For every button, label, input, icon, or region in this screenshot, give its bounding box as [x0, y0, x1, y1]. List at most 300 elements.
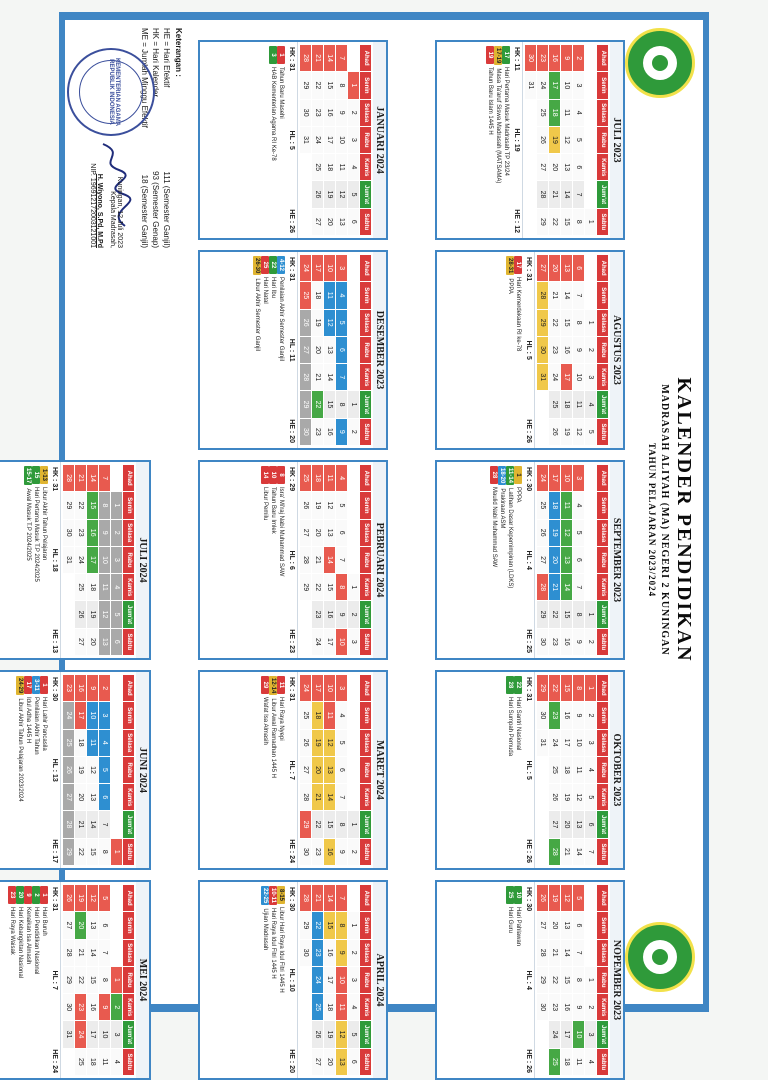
day-cell: 8: [573, 601, 584, 627]
day-cell: 27: [300, 757, 311, 783]
day-cell: 13: [561, 912, 572, 938]
weekday-header: Jum'at: [597, 391, 608, 417]
day-cell: 31: [525, 72, 536, 98]
count-hl: HL : 6: [288, 550, 295, 570]
day-cell: 25: [549, 757, 560, 783]
day-cell: 26: [75, 601, 86, 627]
day-cell: 12: [561, 885, 572, 911]
day-cell: 9: [99, 520, 110, 546]
day-cell: 15: [561, 209, 572, 235]
event-item: [32, 886, 40, 1074]
day-cell: [537, 1049, 548, 1075]
day-cell: 19: [324, 1021, 335, 1047]
day-cell: 13: [561, 154, 572, 180]
calendar-sheet: [9, 12, 709, 1073]
day-cell: 7: [573, 940, 584, 966]
day-cell: 21: [549, 181, 560, 207]
month-panel: [435, 40, 625, 240]
day-cell: 22: [312, 391, 323, 417]
day-cell: 31: [537, 364, 548, 390]
day-cell: 29: [537, 310, 548, 336]
weekday-header: Senin: [360, 702, 371, 728]
day-cell: 14: [561, 181, 572, 207]
weekday-header: Senin: [597, 72, 608, 98]
month-panel: [198, 40, 388, 240]
day-cell: 27: [300, 337, 311, 363]
day-cell: 16: [324, 601, 335, 627]
weekday-header: Sabtu: [597, 839, 608, 865]
day-cell: [300, 181, 311, 207]
weekday-header: Rabu: [360, 547, 371, 573]
day-cell: [63, 1049, 74, 1075]
event-date-tag: 3: [269, 46, 277, 64]
day-cell: [348, 520, 359, 546]
day-cell: 18: [87, 1049, 98, 1075]
event-item: [24, 886, 32, 1074]
day-cell: 18: [561, 757, 572, 783]
day-cell: 4: [585, 757, 596, 783]
day-cell: 11: [99, 574, 110, 600]
day-cell: 5: [99, 757, 110, 783]
weekday-header: Sabtu: [123, 1049, 134, 1075]
day-cell: 20: [75, 784, 86, 810]
day-cell: 14: [324, 364, 335, 390]
legend-value: 93 (Semester Genap): [151, 171, 160, 248]
day-cell: 5: [336, 310, 347, 336]
day-cell: 21: [549, 282, 560, 308]
event-text: Libur Akhir Semester Ganjil: [254, 278, 260, 352]
day-cell: 1: [111, 967, 122, 993]
day-cell: 28: [300, 547, 311, 573]
weekday-header: Selasa: [597, 100, 608, 126]
event-date-tag: 11: [277, 676, 285, 694]
event-text: Masa Ta'aruf Siswa Madrasah (MATSAMA): [495, 68, 501, 184]
day-cell: 10: [336, 127, 347, 153]
event-date-tag: 15: [32, 466, 40, 484]
day-cell: 17: [324, 629, 335, 655]
day-cell: 20: [549, 154, 560, 180]
weekday-header: Jum'at: [360, 391, 371, 417]
day-cell: [585, 255, 596, 281]
count-he: HE : 26: [525, 839, 532, 863]
day-cell: 2: [348, 940, 359, 966]
day-cell: 20: [312, 337, 323, 363]
day-cell: [348, 282, 359, 308]
day-cell: 10: [573, 730, 584, 756]
event-text: Hari Lahir Pancasila: [41, 697, 47, 751]
day-cell: 18: [312, 465, 323, 491]
day-cell: 6: [573, 154, 584, 180]
day-cell: 11: [324, 465, 335, 491]
event-date-tag: 1: [40, 676, 48, 694]
day-cell: 8: [336, 391, 347, 417]
day-cell: 26: [537, 885, 548, 911]
event-date-tag: 1: [277, 46, 285, 64]
count-hl: HL : 11: [288, 338, 295, 362]
day-cell: [63, 629, 74, 655]
day-cell: 29: [537, 601, 548, 627]
calendar-title: KALENDER PENDIDIKAN: [673, 377, 695, 663]
event-date-tag: 19: [486, 46, 494, 64]
day-cell: 11: [99, 1049, 110, 1075]
day-cell: 14: [561, 940, 572, 966]
day-cell: 21: [75, 811, 86, 837]
day-cell: [585, 547, 596, 573]
month-title: OKTOBER 2023: [610, 672, 623, 868]
day-cell: 20: [312, 757, 323, 783]
weekday-header: Ahad: [597, 465, 608, 491]
event-item: [506, 676, 514, 864]
weekday-header: Rabu: [597, 757, 608, 783]
day-cell: 6: [585, 811, 596, 837]
day-cell: 2: [348, 100, 359, 126]
day-cell: 6: [348, 1049, 359, 1075]
day-cell: [525, 154, 536, 180]
event-text: Tahun Baru Islam 1445 H: [487, 67, 493, 135]
month-counts: [511, 42, 523, 238]
weekday-header: Ahad: [360, 885, 371, 911]
day-cell: [585, 520, 596, 546]
day-cell: [525, 100, 536, 126]
day-cell: 18: [324, 994, 335, 1020]
day-cell: 10: [573, 364, 584, 390]
day-cell: 10: [87, 702, 98, 728]
day-cell: [111, 730, 122, 756]
event-text: Hari Ibu: [270, 277, 276, 299]
weekday-header: Jum'at: [597, 601, 608, 627]
day-cell: 17: [312, 675, 323, 701]
day-cell: 20: [324, 1049, 335, 1075]
weekday-header: Rabu: [360, 127, 371, 153]
count-hk: HK : 31: [288, 47, 295, 72]
day-cell: 24: [312, 967, 323, 993]
month-counts: [286, 882, 298, 1078]
legend-row: [150, 28, 161, 248]
day-cell: [63, 574, 74, 600]
day-cell: 26: [549, 784, 560, 810]
weekday-header: Sabtu: [123, 839, 134, 865]
day-cell: 18: [87, 574, 98, 600]
day-cell: 29: [300, 391, 311, 417]
event-date-tag: 17: [514, 256, 522, 274]
count-hl: HL : 19: [513, 128, 520, 152]
month-day-grid: [537, 672, 610, 868]
madrasah-logo-right: [625, 922, 695, 992]
month-panel: [198, 670, 388, 870]
event-date-tag: 9: [24, 886, 32, 904]
day-cell: 11: [573, 757, 584, 783]
day-cell: 9: [87, 675, 98, 701]
event-date-tag: 10: [269, 466, 277, 484]
day-cell: 11: [561, 492, 572, 518]
month-counts: [286, 462, 298, 658]
legend-label: HE = Hari Efektif: [162, 28, 171, 88]
day-cell: [348, 702, 359, 728]
event-item: [277, 256, 285, 444]
weekday-header: Kamis: [360, 154, 371, 180]
weekday-header: Sabtu: [360, 629, 371, 655]
event-text: Hari Pendidikan Nasional: [33, 907, 39, 975]
day-cell: 27: [549, 811, 560, 837]
event-text: Tahun Baru Masehi: [278, 67, 284, 119]
day-cell: 17: [312, 255, 323, 281]
event-text: Hari Pertama Masuk Madrasah TP 23/24: [503, 67, 509, 176]
day-cell: 3: [573, 72, 584, 98]
day-cell: 3: [573, 465, 584, 491]
count-he: HE : 20: [288, 419, 295, 443]
day-cell: 11: [561, 100, 572, 126]
event-date-tag: 20: [16, 886, 24, 904]
count-he: HE : 26: [525, 1049, 532, 1073]
event-date-tag: 11-14: [507, 468, 513, 484]
day-cell: [537, 1021, 548, 1047]
school-name: MADRASAH ALIYAH (MA) NEGERI 2 KUNINGAN: [659, 384, 670, 656]
day-cell: 3: [336, 675, 347, 701]
day-cell: 20: [561, 811, 572, 837]
month-events: [489, 462, 523, 658]
day-cell: 16: [324, 940, 335, 966]
day-cell: 8: [336, 574, 347, 600]
day-cell: 26: [63, 757, 74, 783]
event-date-tag: 28: [490, 466, 498, 484]
event-item: [506, 466, 514, 654]
weekday-header: Senin: [597, 492, 608, 518]
day-cell: 29: [63, 492, 74, 518]
day-cell: 14: [87, 811, 98, 837]
day-cell: [585, 72, 596, 98]
day-cell: 29: [537, 209, 548, 235]
event-item: [24, 676, 32, 864]
month-events: [505, 672, 523, 868]
day-cell: 9: [336, 419, 347, 445]
event-date-tag: 10-11: [270, 888, 276, 904]
day-cell: 4: [585, 391, 596, 417]
day-cell: [525, 181, 536, 207]
day-cell: 19: [561, 419, 572, 445]
day-cell: 30: [63, 994, 74, 1020]
month-day-grid: [537, 252, 610, 448]
day-cell: 15: [87, 839, 98, 865]
logo-mark-icon: [643, 46, 677, 80]
day-cell: 13: [324, 337, 335, 363]
weekday-header: Ahad: [597, 675, 608, 701]
day-cell: 29: [300, 912, 311, 938]
month-events: [505, 252, 523, 448]
day-cell: 22: [312, 811, 323, 837]
event-text: PPPA: [507, 278, 513, 294]
day-cell: 14: [561, 574, 572, 600]
month-panel: [435, 880, 625, 1080]
day-cell: 21: [312, 547, 323, 573]
event-date-tag: 2: [32, 886, 40, 904]
day-cell: 6: [573, 547, 584, 573]
event-text: PPPA: [515, 487, 521, 503]
day-cell: 24: [75, 547, 86, 573]
day-cell: 9: [573, 702, 584, 728]
day-cell: 6: [336, 757, 347, 783]
event-text: Hari Santri Nasional: [515, 697, 521, 751]
day-cell: 4: [111, 1049, 122, 1075]
day-cell: 15: [87, 492, 98, 518]
weekday-header: Senin: [123, 492, 134, 518]
month-title: PEBRUARI 2024: [373, 462, 386, 658]
day-cell: 25: [312, 994, 323, 1020]
day-cell: 20: [549, 547, 560, 573]
day-cell: 23: [549, 629, 560, 655]
day-cell: 6: [336, 520, 347, 546]
day-cell: 1: [348, 574, 359, 600]
day-cell: 15: [324, 391, 335, 417]
event-date-tag: 22: [269, 256, 277, 274]
day-cell: 1: [111, 492, 122, 518]
day-cell: [585, 465, 596, 491]
day-cell: 1: [348, 391, 359, 417]
month-events: [505, 882, 523, 1078]
day-cell: 14: [324, 784, 335, 810]
day-cell: 15: [324, 72, 335, 98]
day-cell: 4: [585, 1049, 596, 1075]
day-cell: 10: [99, 1021, 110, 1047]
event-date-tag: 26-30: [254, 258, 260, 274]
day-cell: 5: [99, 885, 110, 911]
signature-role: Kepala Madrasah,: [109, 191, 116, 248]
day-cell: 7: [336, 885, 347, 911]
day-cell: 28: [300, 885, 311, 911]
day-cell: 9: [336, 100, 347, 126]
weekday-header: Ahad: [360, 675, 371, 701]
day-cell: 24: [312, 629, 323, 655]
event-date-tag: 18-20: [499, 468, 505, 484]
event-item: [269, 466, 277, 654]
event-text: Isra' Mi'raj Nabi Muhammad SAW: [278, 487, 284, 577]
day-cell: 2: [348, 839, 359, 865]
event-item: [514, 256, 522, 444]
month-counts: [49, 882, 61, 1078]
day-cell: 17: [87, 547, 98, 573]
month-counts: [49, 462, 61, 658]
month-counts: [49, 672, 61, 868]
day-cell: 30: [537, 994, 548, 1020]
day-cell: 22: [312, 72, 323, 98]
day-cell: [348, 465, 359, 491]
event-text: Hari Guru: [507, 907, 513, 934]
day-cell: [300, 209, 311, 235]
day-cell: 17: [324, 127, 335, 153]
event-item: [16, 676, 24, 864]
count-hl: HL : 5: [525, 760, 532, 780]
day-cell: 4: [573, 492, 584, 518]
count-hk: HK : 31: [51, 467, 58, 492]
count-hl: HL : 4: [525, 550, 532, 570]
month-counts: [286, 252, 298, 448]
day-cell: 24: [537, 465, 548, 491]
day-cell: 16: [561, 629, 572, 655]
day-cell: 22: [549, 310, 560, 336]
weekday-header: Ahad: [123, 675, 134, 701]
day-cell: 29: [300, 72, 311, 98]
day-cell: 17: [561, 364, 572, 390]
event-date-tag: 4-12: [277, 256, 285, 274]
month-title: JUNI 2024: [136, 672, 149, 868]
day-cell: 21: [549, 940, 560, 966]
day-cell: 10: [324, 675, 335, 701]
weekday-header: Sabtu: [597, 209, 608, 235]
weekday-header: Kamis: [597, 154, 608, 180]
day-cell: 5: [348, 1021, 359, 1047]
event-item: [498, 466, 506, 654]
count-he: HE : 23: [288, 629, 295, 653]
weekday-header: Ahad: [597, 45, 608, 71]
day-cell: 28: [537, 282, 548, 308]
weekday-header: Rabu: [123, 757, 134, 783]
day-cell: 8: [573, 967, 584, 993]
event-text: Penilaian Akhir Semester Ganjil: [278, 277, 284, 362]
weekday-header: Senin: [360, 72, 371, 98]
day-cell: 3: [348, 127, 359, 153]
event-item: [269, 256, 277, 444]
day-cell: 28: [300, 364, 311, 390]
day-cell: 15: [87, 967, 98, 993]
day-cell: [585, 45, 596, 71]
day-cell: 9: [99, 994, 110, 1020]
month-counts: [523, 462, 535, 658]
weekday-header: Rabu: [597, 547, 608, 573]
weekday-header: Kamis: [123, 784, 134, 810]
day-cell: 28: [63, 465, 74, 491]
event-text: Awal Masuk T.P 2024/2025: [25, 488, 31, 561]
day-cell: 10: [336, 967, 347, 993]
day-cell: 26: [300, 310, 311, 336]
weekday-header: Sabtu: [597, 1049, 608, 1075]
day-cell: 17: [549, 72, 560, 98]
day-cell: 1: [111, 839, 122, 865]
day-cell: 12: [324, 310, 335, 336]
day-cell: 14: [324, 45, 335, 71]
weekday-header: Jum'at: [123, 1021, 134, 1047]
day-cell: [585, 940, 596, 966]
month-counts: [286, 42, 298, 238]
weekday-header: Ahad: [360, 255, 371, 281]
day-cell: 25: [537, 492, 548, 518]
day-cell: 20: [75, 912, 86, 938]
day-cell: 17: [549, 465, 560, 491]
day-cell: [585, 282, 596, 308]
day-cell: 16: [87, 520, 98, 546]
day-cell: 19: [312, 310, 323, 336]
month-title: AGUSTUS 2023: [610, 252, 623, 448]
legend-label: HK = Hari Kalender: [151, 28, 160, 98]
day-cell: 31: [63, 547, 74, 573]
event-text: Prakiraan ASM: [499, 488, 505, 529]
day-cell: 10: [573, 1021, 584, 1047]
logo-mark-icon: [643, 940, 677, 974]
day-cell: 26: [300, 730, 311, 756]
day-cell: 8: [336, 72, 347, 98]
count-hl: HL : 5: [288, 130, 295, 150]
day-cell: 14: [87, 465, 98, 491]
day-cell: 28: [63, 811, 74, 837]
day-cell: 11: [324, 282, 335, 308]
day-cell: 7: [336, 784, 347, 810]
weekday-header: Senin: [360, 282, 371, 308]
day-cell: 24: [549, 1021, 560, 1047]
month-day-grid: [63, 462, 136, 658]
day-cell: 9: [573, 994, 584, 1020]
event-item: [506, 256, 514, 444]
day-cell: [348, 310, 359, 336]
count-hk: HK : 31: [51, 887, 58, 912]
day-cell: 19: [561, 784, 572, 810]
